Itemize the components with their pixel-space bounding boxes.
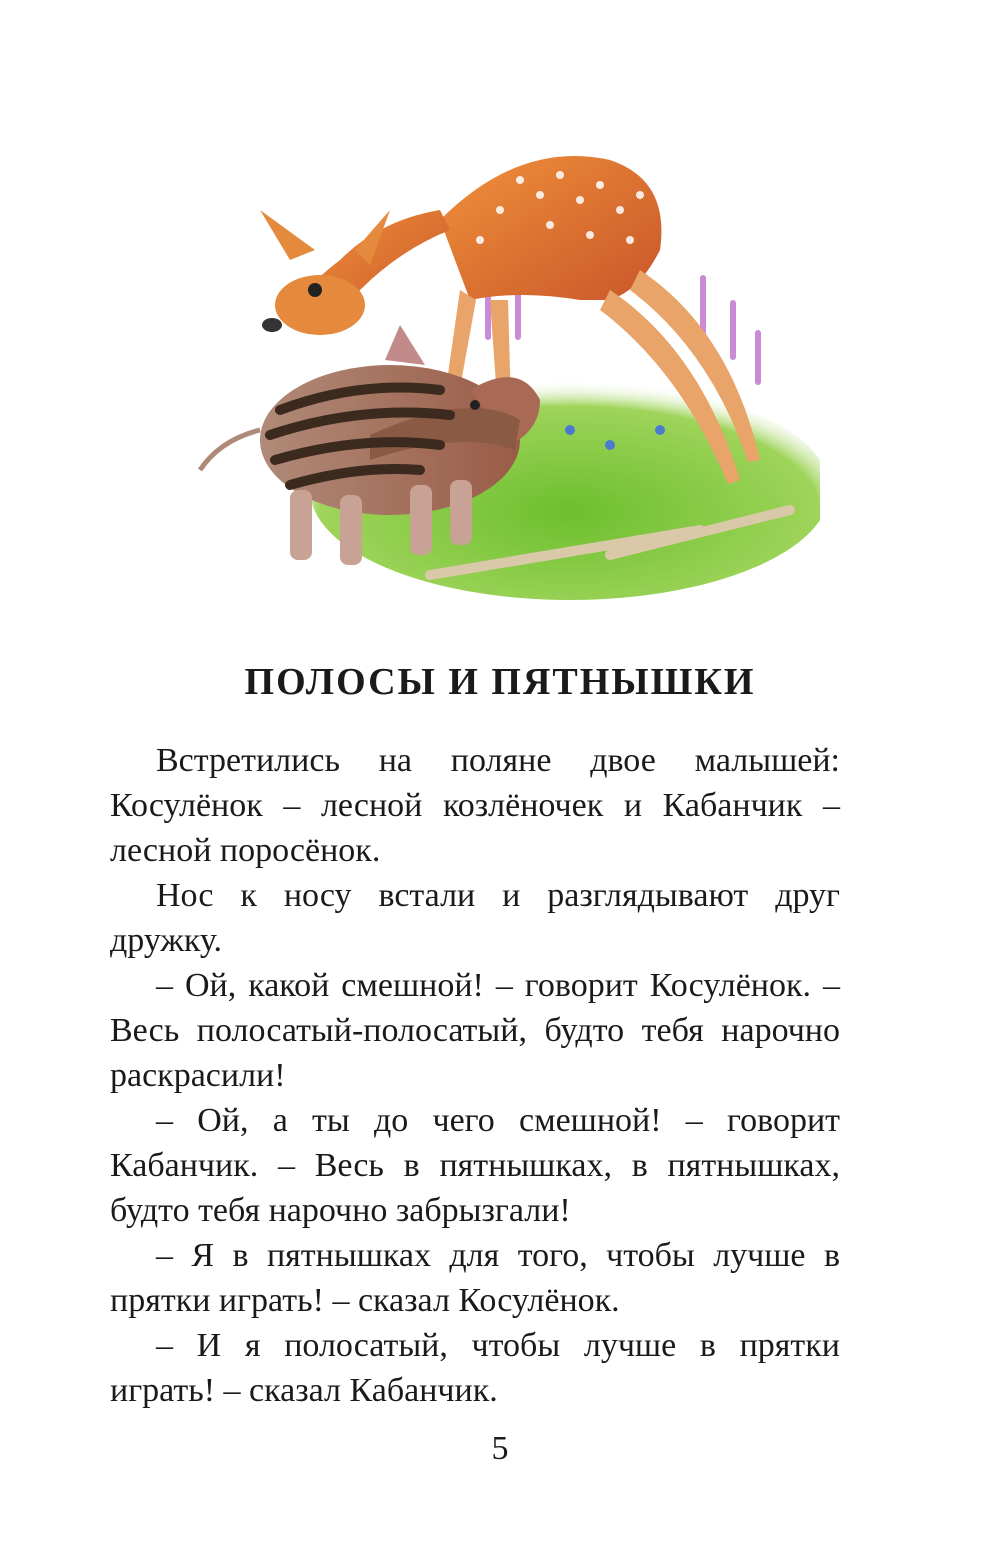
story-paragraph: – Я в пятнышках для того, чтобы лучше в прятки играть! – сказал Косулёнок.: [110, 1237, 840, 1319]
story-paragraph: Встретились на поляне двое малышей: Косулёнок – лесной козлёночек и Кабанчик – лесной поросёнок.: [110, 742, 840, 869]
illustration-fawn-and-piglet: [140, 100, 820, 620]
story-paragraph: – Ой, какой смешной! – говорит Косулёнок. – Весь полосатый-полосатый, будто тебя нарочно раскрасили!: [110, 967, 840, 1094]
page-number: 5: [491, 1430, 509, 1467]
story-paragraph: – И я полосатый, чтобы лучше в прятки играть! – сказал Кабанчик.: [110, 1327, 840, 1409]
story-paragraph: Нос к носу встали и разглядывают друг дружку.: [110, 877, 840, 959]
story-paragraph: – Ой, а ты до чего смешной! – говорит Кабанчик. – Весь в пятнышках, в пятнышках, будто тебя нарочно забрызгали!: [110, 1102, 840, 1229]
illustration-drawing: [140, 100, 820, 620]
story-body: [110, 738, 840, 1413]
story-title: ПОЛОСЫ И ПЯТНЫШКИ: [244, 661, 756, 703]
